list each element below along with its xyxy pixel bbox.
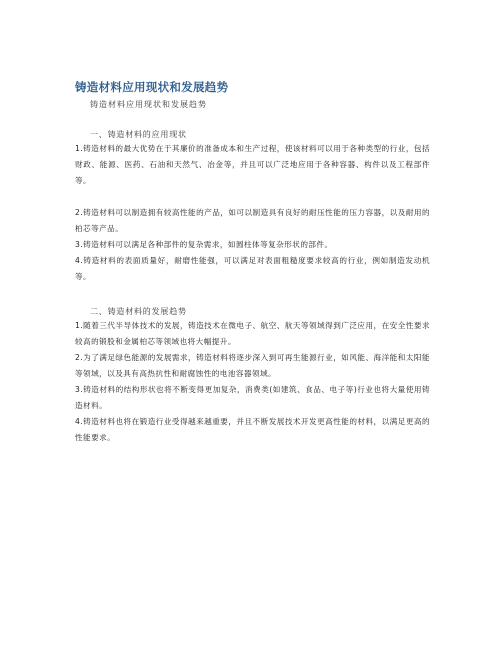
section-heading-application-status: 一、铸造材料的应用现状	[90, 130, 187, 139]
paragraph-item: 2.铸造材料可以制造拥有较高性能的产品，如可以制造具有良好的耐压性能的压力容器，以及耐用的柏芯等产品。	[75, 208, 430, 233]
paragraph-item: 2.为了满足绿色能源的发展需求，铸造材料将逐步深入到可再生能源行业，如风能、海洋能和太阳能等领域，以及具有高热抗性和耐腐蚀性的电池容器领域。	[75, 353, 430, 378]
paragraph-item: 4.铸造材料也将在锻造行业受得越来越重要，并且不断发展技术开发更高性能的材料，以满足更高的性能要求。	[75, 417, 430, 442]
paragraph-item: 3.铸造材料的结构形状也将不断变得更加复杂，消费类(如建筑、食品、电子等)行业也将大量使用铸造材料。	[75, 385, 430, 410]
section-heading-development-trends: 二、铸造材料的发展趋势	[90, 307, 187, 316]
document-subtitle: 铸造材料应用现状和发展趋势	[90, 100, 207, 109]
paragraph-item: 4.铸造材料的表面质量好，耐磨性能强，可以满足对表面粗糙度要求较高的行业，例如制造发动机等。	[75, 256, 430, 281]
document-title: 铸造材料应用现状和发展趋势	[75, 80, 229, 94]
paragraph-item: 1.铸造材料的最大优势在于其廉价的准备成本和生产过程，使该材料可以用于各种类型的行业，包括财政、能源、医药、石油和天然气、冶金等，并且可以广泛地应用于各种容器、构件以及工程部件等。	[75, 144, 430, 185]
paragraph-item: 3.铸造材料可以满足各种部件的复杂需求，如圆柱体等复杂形状的部件。	[75, 240, 333, 249]
paragraph-item: 1.随着三代半导体技术的发展，铸造技术在微电子、航空、航天等领域得到广泛应用，在安全性要求较高的锻股和金属柏芯等领域也将大幅提升。	[75, 321, 430, 346]
